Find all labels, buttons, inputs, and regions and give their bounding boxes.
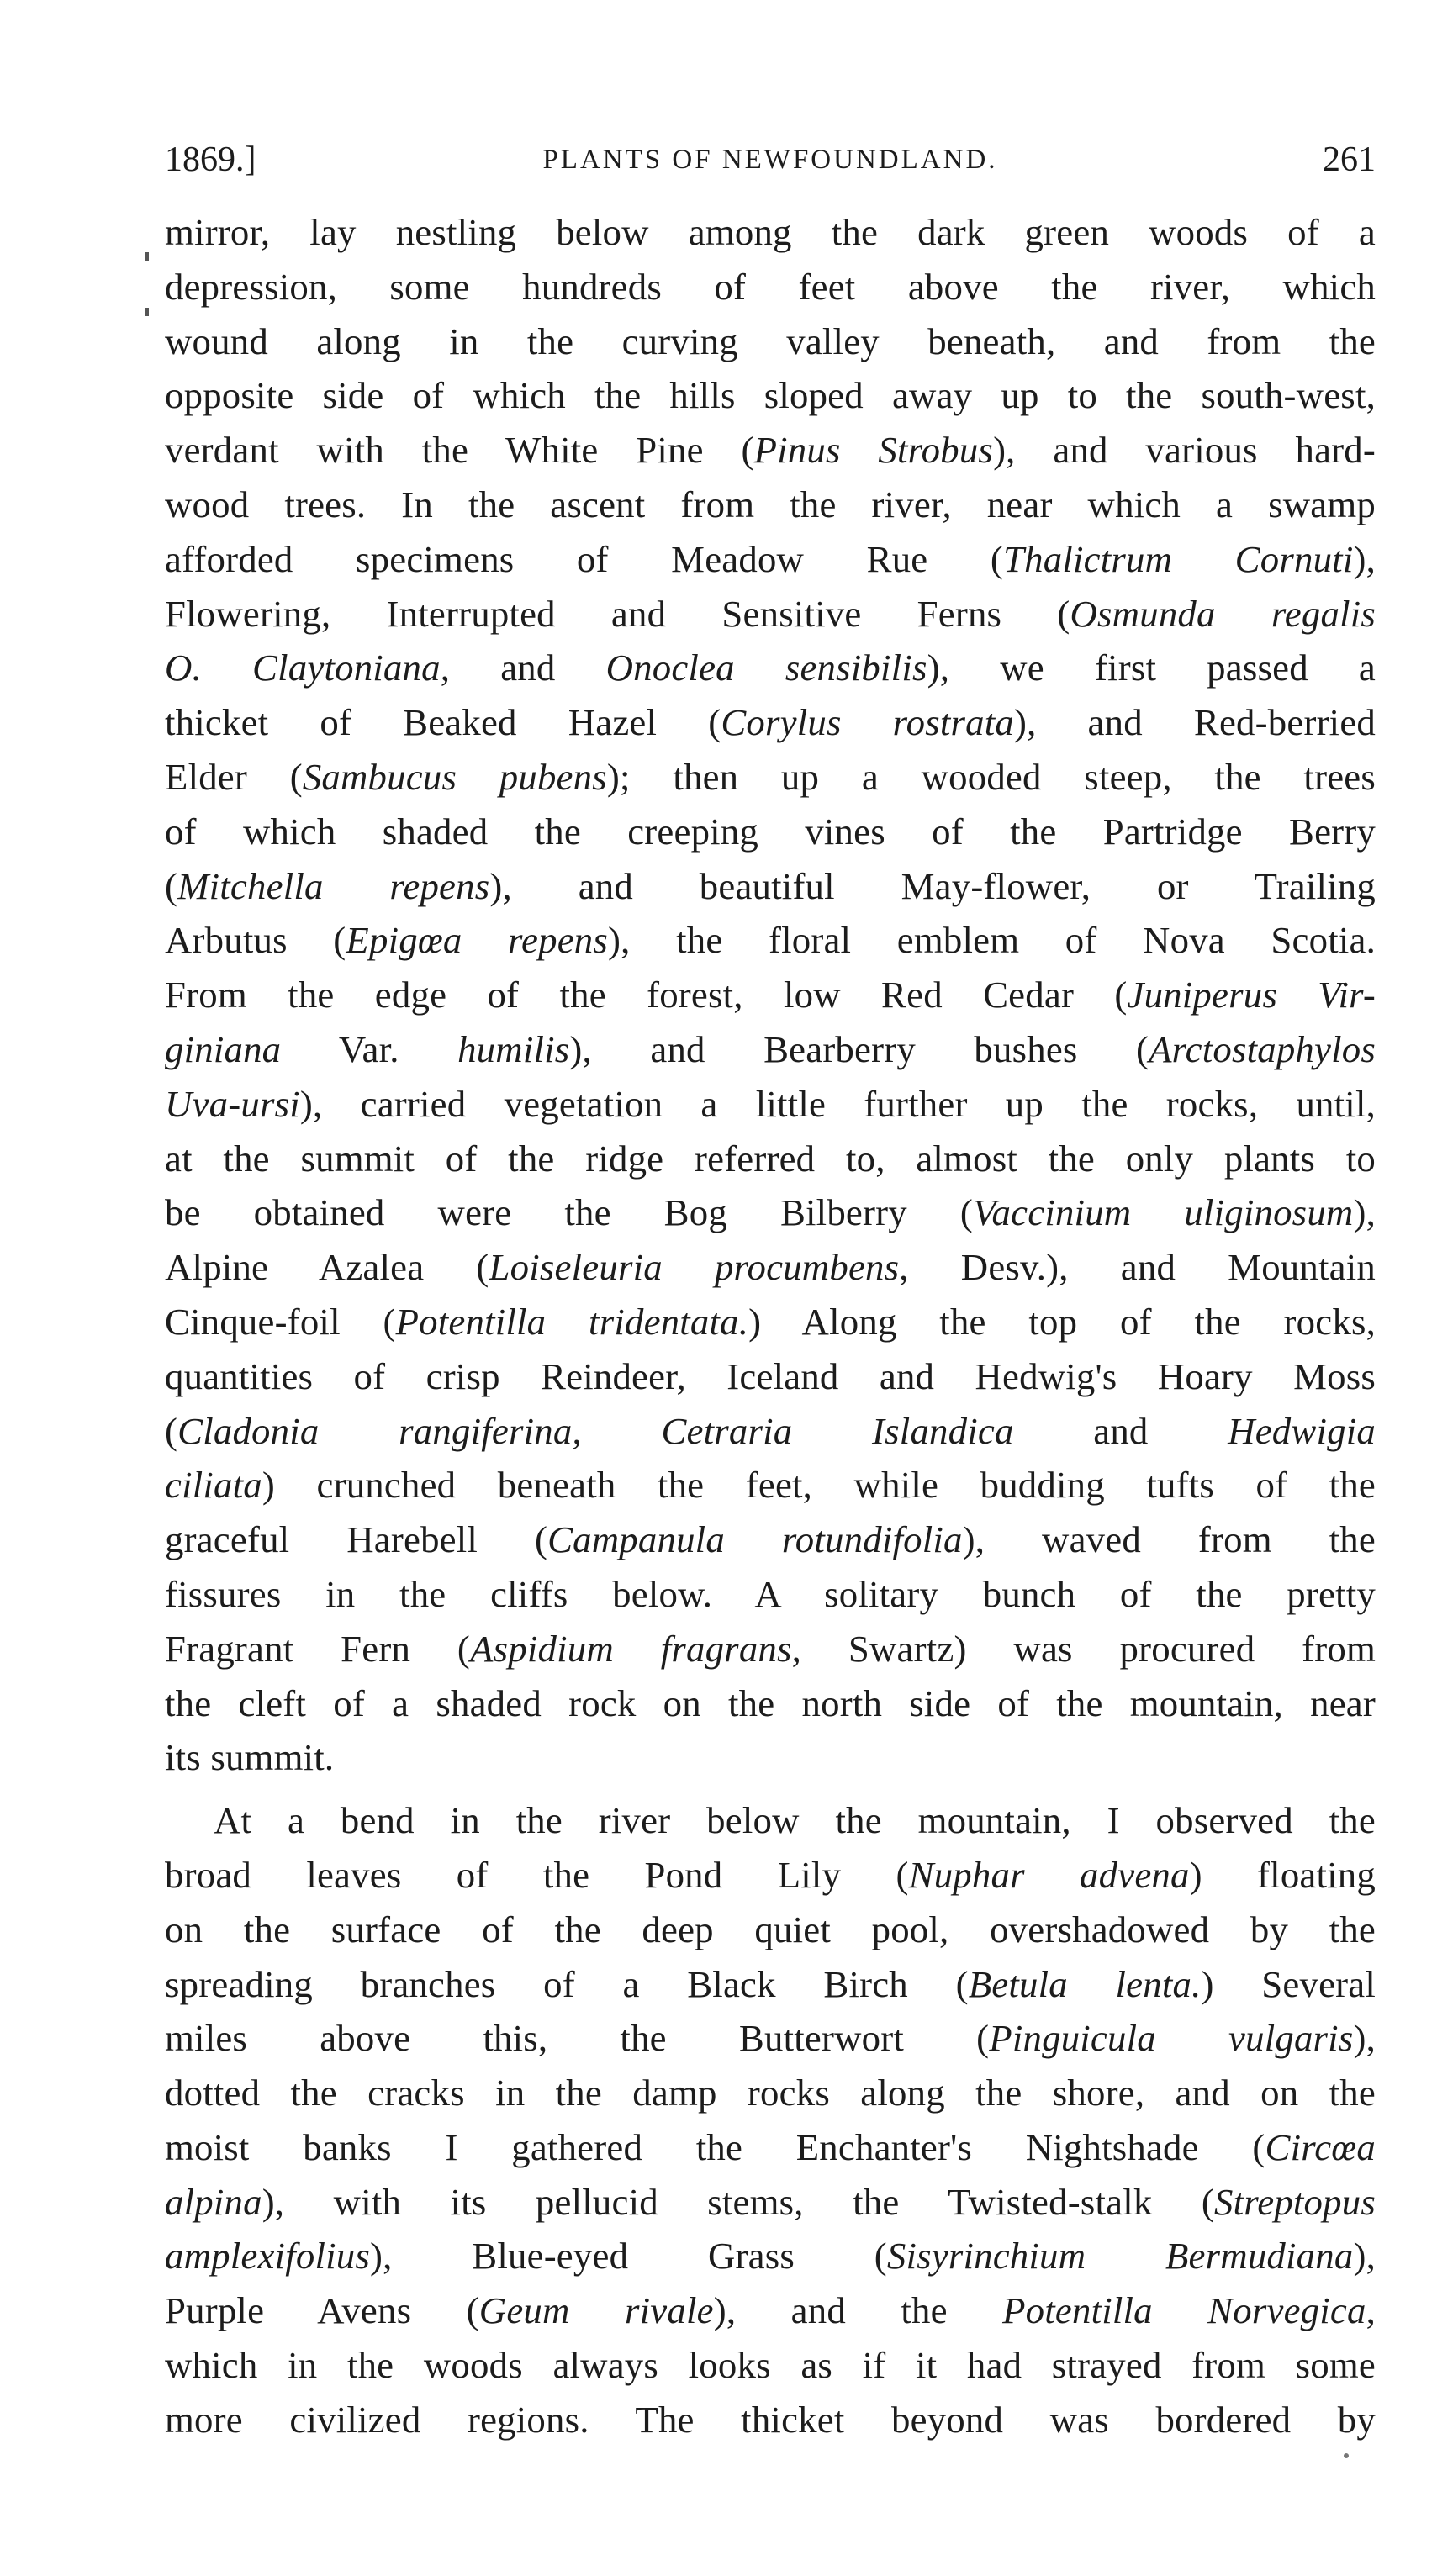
text-line [165, 1022, 1376, 1077]
italic-botanical-name: Arctostaphylos [1149, 1027, 1376, 1070]
text-run: more civilized regions. The thicket beyond was bordered by [165, 2398, 1376, 2441]
text-line [165, 260, 1376, 314]
text-run: of which shaded the creeping vines of the Partridge Berry [165, 810, 1376, 853]
italic-botanical-name: Circœa [1265, 2125, 1376, 2168]
text-run: Fragrant Fern ( [165, 1627, 471, 1670]
text-run: ), [1353, 2235, 1376, 2278]
italic-botanical-name: Hedwigia [1228, 1409, 1376, 1452]
text-run: the cleft of a shaded rock on the north side of the mountain, near [165, 1681, 1376, 1724]
text-run: broad leaves of the Pond Lily ( [165, 1853, 909, 1896]
italic-botanical-name: Sambucus pubens [302, 755, 607, 798]
text-run: be obtained were the Bog Bilberry ( [165, 1191, 973, 1234]
text-line [165, 314, 1376, 369]
text-run: dotted the cracks in the damp rocks along the shore, and on the [165, 2072, 1376, 2114]
text-run: ), we first passed a [927, 647, 1376, 689]
text-run: depression, some hundreds of feet above the river, which [165, 265, 1376, 308]
text-run: which in the woods always looks as if it had strayed from some [165, 2344, 1376, 2387]
page-speck [1344, 2453, 1349, 2458]
text-line [165, 478, 1376, 532]
text-run: ), and Bearberry bushes ( [569, 1027, 1149, 1070]
text-run: ); then up a wooded steep, the trees [606, 755, 1376, 798]
italic-botanical-name: Nuphar advena [908, 1853, 1190, 1896]
italic-botanical-name: Onoclea sensibilis [605, 647, 927, 689]
italic-botanical-name: Potentilla tridentata. [395, 1300, 749, 1343]
italic-botanical-name: Aspidium fragrans [470, 1627, 792, 1670]
text-run: ), and the [713, 2289, 1003, 2332]
text-line [165, 1185, 1376, 1240]
body-text [165, 205, 1376, 2447]
italic-botanical-name: Epigœa repens [346, 919, 609, 962]
text-run: moist banks I gathered the Enchanter's Nightshade ( [165, 2125, 1265, 2168]
italic-botanical-name: giniana [165, 1027, 282, 1070]
book-page [165, 126, 1376, 2447]
text-run: Cinque-foil ( [165, 1300, 396, 1343]
text-run: From the edge of the forest, low Red Cedar ( [165, 974, 1128, 1016]
text-run: quantities of crisp Reindeer, Iceland and Hedwig's Hoary Moss [165, 1354, 1376, 1397]
text-run: ), waved from the [962, 1518, 1376, 1561]
text-run: ), the floral emblem of Nova Scotia. [608, 919, 1376, 962]
italic-botanical-name: O. Claytoniana [165, 647, 441, 689]
text-line [165, 1730, 1376, 1785]
italic-botanical-name: alpina [165, 2180, 262, 2223]
text-run: ( [165, 1409, 178, 1452]
text-line [165, 1848, 1376, 1903]
text-line [165, 695, 1376, 750]
header-page-number: 261 [1323, 140, 1376, 179]
text-run: ), [1353, 1191, 1376, 1234]
italic-botanical-name: Mitchella repens [177, 864, 490, 907]
text-run: graceful Harebell ( [165, 1518, 548, 1561]
text-line [165, 532, 1376, 587]
text-line [165, 1903, 1376, 1957]
text-run: and [1013, 1409, 1228, 1452]
italic-botanical-name: Osmunda regalis [1070, 592, 1376, 635]
paragraph [165, 1793, 1376, 2447]
text-line [165, 859, 1376, 914]
text-run: mirror, lay nestling below among the dark green woods of a [165, 211, 1376, 253]
text-line [165, 1957, 1376, 2012]
text-line [165, 1404, 1376, 1459]
italic-botanical-name: Corylus rostrata [721, 701, 1014, 744]
text-line [165, 1622, 1376, 1676]
text-line [165, 2011, 1376, 2066]
text-run: , [1366, 2289, 1376, 2332]
text-line [165, 1793, 1376, 1848]
text-run: ), and beautiful May-flower, or Trailing [489, 864, 1376, 907]
text-line [165, 1349, 1376, 1404]
text-line [165, 368, 1376, 423]
text-run: ), Blue-eyed Grass ( [369, 2235, 887, 2278]
text-run: thicket of Beaked Hazel ( [165, 701, 721, 744]
text-run: , and [440, 647, 606, 689]
text-line [165, 2229, 1376, 2283]
text-line [165, 641, 1376, 695]
text-run: ) Several [1201, 1962, 1376, 2005]
text-line [165, 1077, 1376, 1132]
italic-botanical-name: Vaccinium uliginosum [972, 1191, 1354, 1234]
text-run: ), [1353, 2017, 1376, 2060]
text-run: ) Along the top of the rocks, [748, 1300, 1376, 1343]
text-run: ) crunched beneath the feet, while budding tufts of the [262, 1464, 1376, 1507]
text-line [165, 968, 1376, 1022]
text-run: opposite side of which the hills sloped away up to the south-west, [165, 374, 1376, 417]
text-run: At a bend in the river below the mountain, I observed the [214, 1799, 1376, 1842]
italic-botanical-name: Betula lenta. [968, 1962, 1202, 2005]
text-run: at the summit of the ridge referred to, almost the only plants to [165, 1137, 1376, 1180]
text-line [165, 1240, 1376, 1295]
margin-mark [145, 252, 149, 261]
text-line [165, 423, 1376, 478]
text-line [165, 1567, 1376, 1622]
italic-botanical-name: Pinguicula vulgaris [989, 2017, 1354, 2060]
text-run: Elder ( [165, 755, 303, 798]
italic-botanical-name: Sisyrinchium Bermudiana [886, 2235, 1354, 2278]
text-run: fissures in the cliffs below. A solitary bunch of the pretty [165, 1572, 1376, 1615]
text-line [165, 2120, 1376, 2175]
text-run: wood trees. In the ascent from the river, near which a swamp [165, 483, 1376, 525]
text-line [165, 1295, 1376, 1349]
text-run: Flowering, Interrupted and Sensitive Ferns ( [165, 592, 1070, 635]
text-run: , Swartz) was procured from [791, 1627, 1376, 1670]
text-line [165, 2393, 1376, 2447]
italic-botanical-name: Thalictrum Cornuti [1003, 537, 1354, 580]
text-run: ), [1353, 537, 1376, 580]
header-running-title: PLANTS OF NEWFOUNDLAND. [542, 145, 998, 175]
text-run: Alpine Azalea ( [165, 1246, 489, 1289]
margin-mark [145, 308, 149, 316]
text-run: ( [165, 864, 178, 907]
text-line [165, 1132, 1376, 1186]
italic-botanical-name: humilis [457, 1027, 570, 1070]
text-line [165, 1458, 1376, 1512]
italic-botanical-name: Streptopus [1214, 2180, 1376, 2223]
text-line [165, 750, 1376, 805]
header-year: 1869.] [165, 140, 256, 179]
text-line [165, 205, 1376, 260]
text-run: ) floating [1189, 1853, 1376, 1896]
text-line [165, 913, 1376, 968]
text-line [165, 2283, 1376, 2338]
text-line [165, 805, 1376, 859]
italic-botanical-name: Loiseleuria procumbens [489, 1246, 900, 1289]
text-run: , Desv.), and Mountain [899, 1246, 1376, 1289]
text-run: ), and Red-berried [1013, 701, 1376, 744]
text-run: Var. [281, 1027, 458, 1070]
italic-botanical-name: Pinus Strobus [753, 429, 994, 472]
text-run: Arbutus ( [165, 919, 346, 962]
italic-botanical-name: Uva-ursi [165, 1082, 300, 1125]
text-run: ), and various hard- [993, 429, 1376, 472]
italic-botanical-name: Campanula rotundifolia [547, 1518, 963, 1561]
italic-botanical-name: ciliata [165, 1464, 262, 1507]
text-line [165, 587, 1376, 641]
text-run: its summit. [165, 1736, 335, 1779]
text-run: on the surface of the deep quiet pool, overshadowed by the [165, 1908, 1376, 1950]
text-run: verdant with the White Pine ( [165, 429, 754, 472]
italic-botanical-name: Juniperus Vir- [1127, 974, 1376, 1016]
italic-botanical-name: Potentilla Norvegica [1002, 2289, 1366, 2332]
text-line [165, 1512, 1376, 1567]
italic-botanical-name: Geum rivale [478, 2289, 714, 2332]
running-header [165, 126, 1376, 193]
paragraph [165, 205, 1376, 1785]
text-run: ), with its pellucid stems, the Twisted-stalk ( [262, 2180, 1215, 2223]
italic-botanical-name: amplexifolius [165, 2235, 370, 2278]
text-run: miles above this, the Butterwort ( [165, 2017, 990, 2060]
text-line [165, 1676, 1376, 1731]
text-run: wound along in the curving valley beneath, and from the [165, 319, 1376, 362]
text-line [165, 2338, 1376, 2393]
text-line [165, 2175, 1376, 2230]
text-run: ), carried vegetation a little further up the rocks, until, [299, 1082, 1376, 1125]
italic-botanical-name: Cladonia rangiferina, Cetraria Islandica [177, 1409, 1014, 1452]
text-line [165, 2066, 1376, 2120]
text-run: Purple Avens ( [165, 2289, 479, 2332]
text-run: afforded specimens of Meadow Rue ( [165, 537, 1004, 580]
text-run: spreading branches of a Black Birch ( [165, 1962, 969, 2005]
